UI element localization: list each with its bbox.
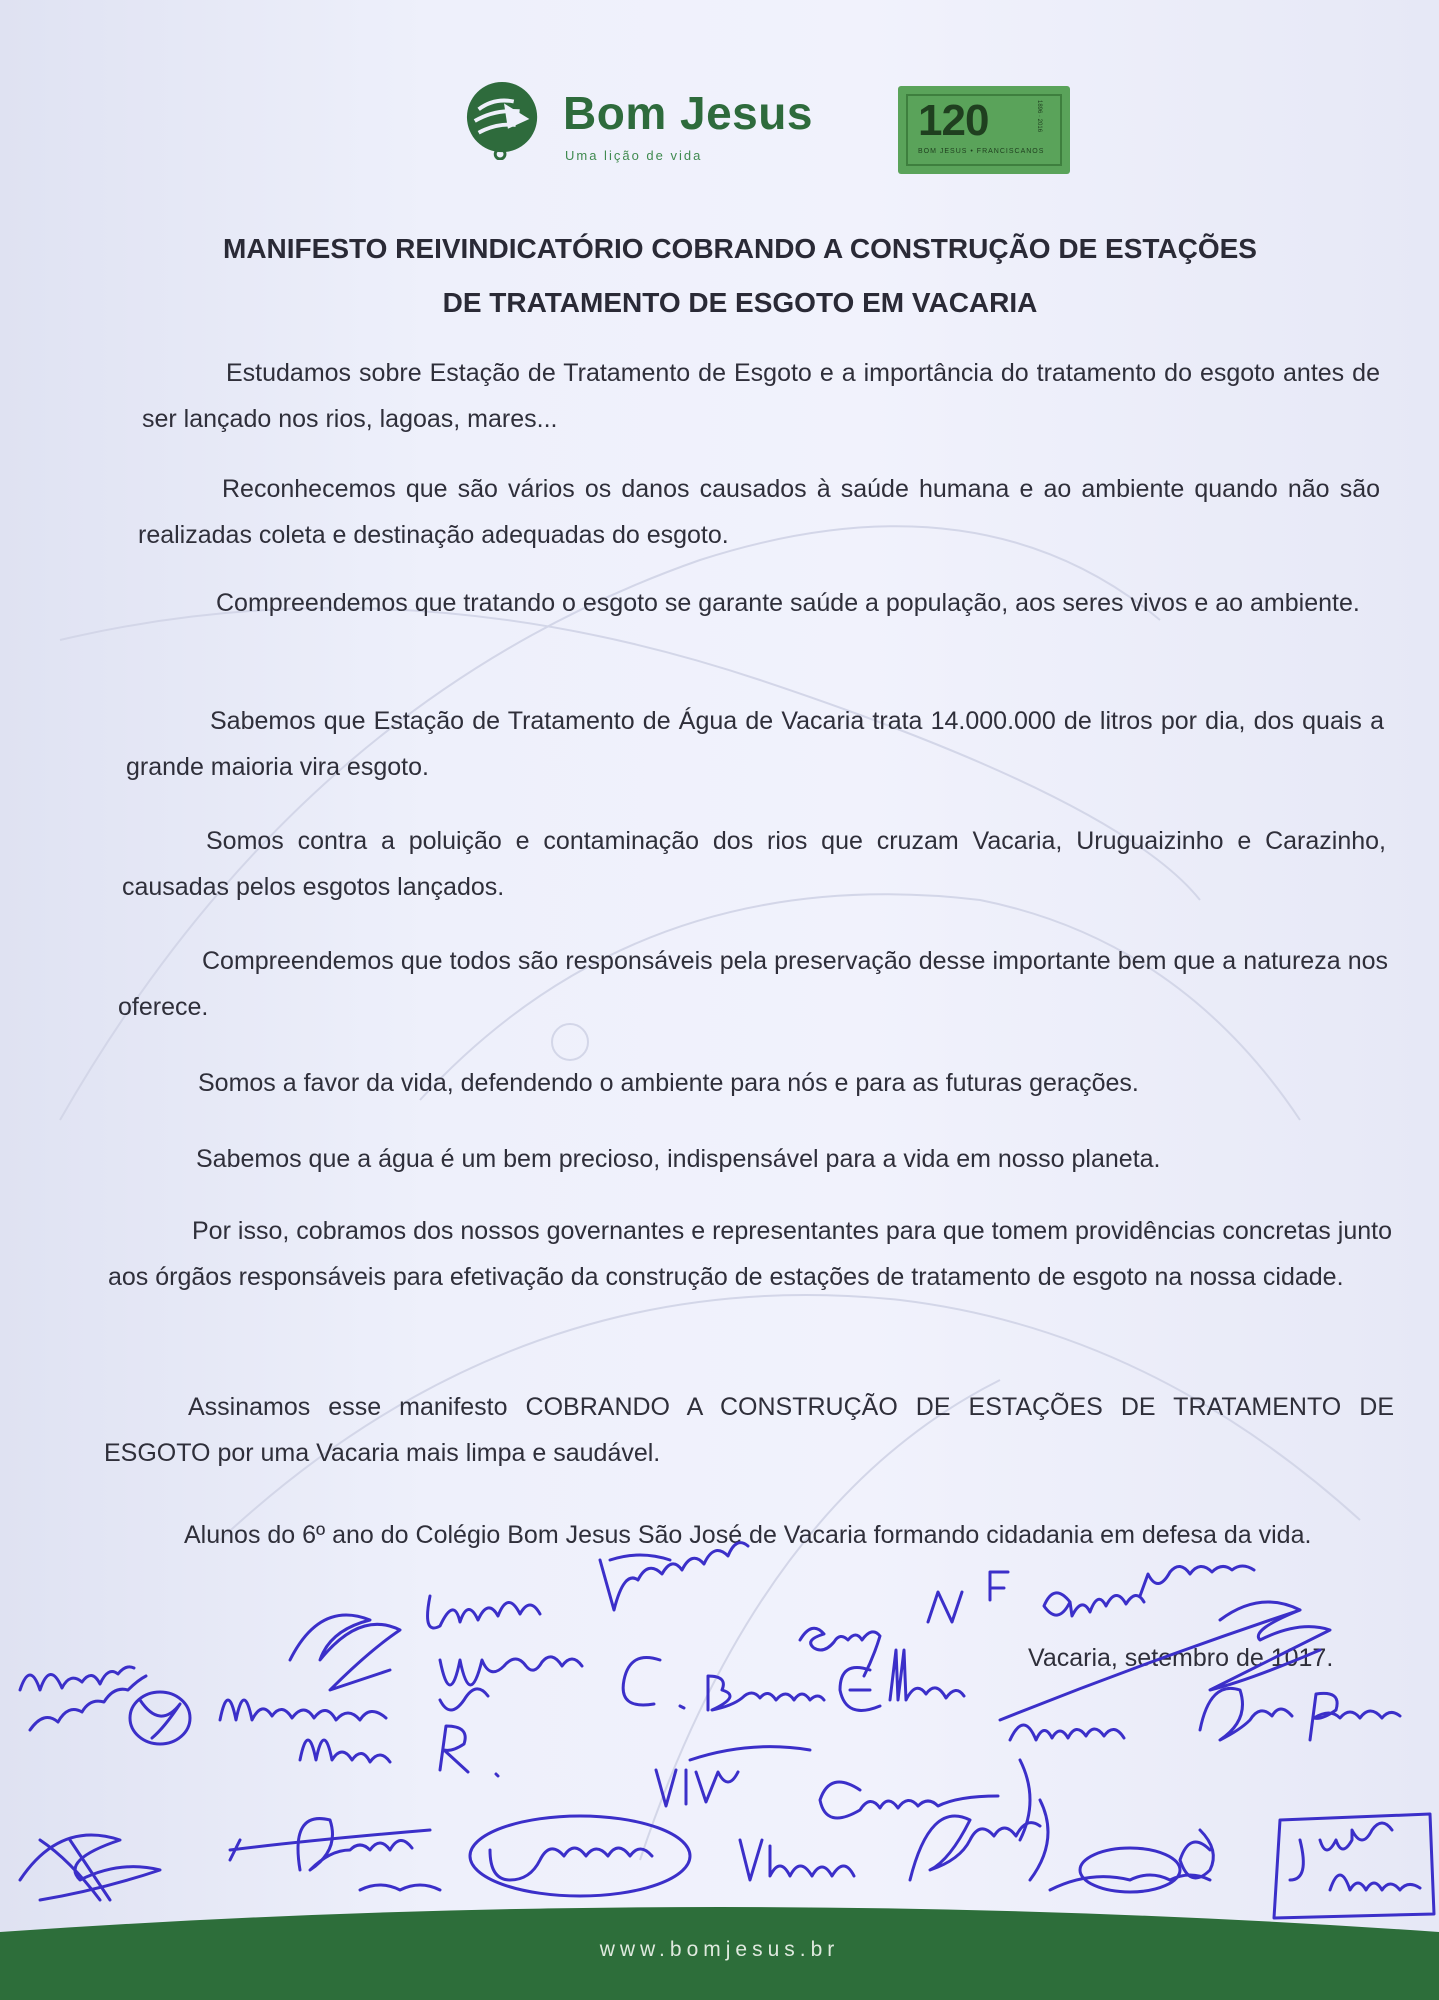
paragraph-2: Reconhecemos que são vários os danos causados à saúde humana e ao ambiente quando não são realizadas coleta e destinação adequadas do esgoto. xyxy=(138,475,1380,549)
badge-number: 120 xyxy=(918,96,989,145)
paragraph-4: Sabemos que Estação de Tratamento de Água de Vacaria trata 14.000.000 de litros por dia, dos quais a grande maioria vira esgoto. xyxy=(126,707,1384,781)
paragraph-9: Por isso, cobramos dos nossos governantes e representantes para que tomem providências concretas junto aos órgãos responsáveis para efetivação da construção de estações de tratamento de esgoto na nossa cidade. xyxy=(108,1217,1392,1291)
logo-name: Bom Jesus xyxy=(563,87,813,139)
badge-subtitle: BOM JESUS • FRANCISCANOS xyxy=(918,148,1045,155)
paragraph-5: Somos contra a poluição e contaminação dos rios que cruzam Vacaria, Uruguaizinho e Carazinho, causadas pelos esgotos lançados. xyxy=(122,827,1386,901)
logo-tagline: Uma lição de vida xyxy=(565,148,703,163)
paragraph-10: Assinamos esse manifesto COBRANDO A CONSTRUÇÃO DE ESTAÇÕES DE TRATAMENTO DE ESGOTO por uma Vacaria mais limpa e saudável. xyxy=(104,1393,1394,1467)
paragraph-6: Compreendemos que todos são responsáveis pela preservação desse importante bem que a natureza nos oferece. xyxy=(118,947,1388,1021)
paragraph-8: Sabemos que a água é um bem precioso, indispensável para a vida em nosso planeta. xyxy=(196,1145,1161,1173)
footer-url: www.bomjesus.br xyxy=(599,1938,840,1961)
paragraph-1: Estudamos sobre Estação de Tratamento de Esgoto e a importância do tratamento do esgoto antes de ser lançado nos rios, lagoas, mares... xyxy=(142,359,1380,433)
title-line-2: DE TRATAMENTO DE ESGOTO EM VACARIA xyxy=(442,287,1038,318)
paragraph-3: Compreendemos que tratando o esgoto se garante saúde a população, aos seres vivos e ao ambiente. xyxy=(216,589,1360,617)
badge-years: 1896 · 2016 xyxy=(1036,100,1042,133)
paragraph-7: Somos a favor da vida, defendendo o ambiente para nós e para as futuras gerações. xyxy=(198,1069,1139,1097)
title-line-1: MANIFESTO REIVINDICATÓRIO COBRANDO A CONSTRUÇÃO DE ESTAÇÕES xyxy=(223,233,1257,264)
place-and-date: Vacaria, setembro de 1017. xyxy=(1028,1644,1334,1672)
paragraph-11: Alunos do 6º ano do Colégio Bom Jesus São José de Vacaria formando cidadania em defesa da vida. xyxy=(184,1521,1312,1549)
